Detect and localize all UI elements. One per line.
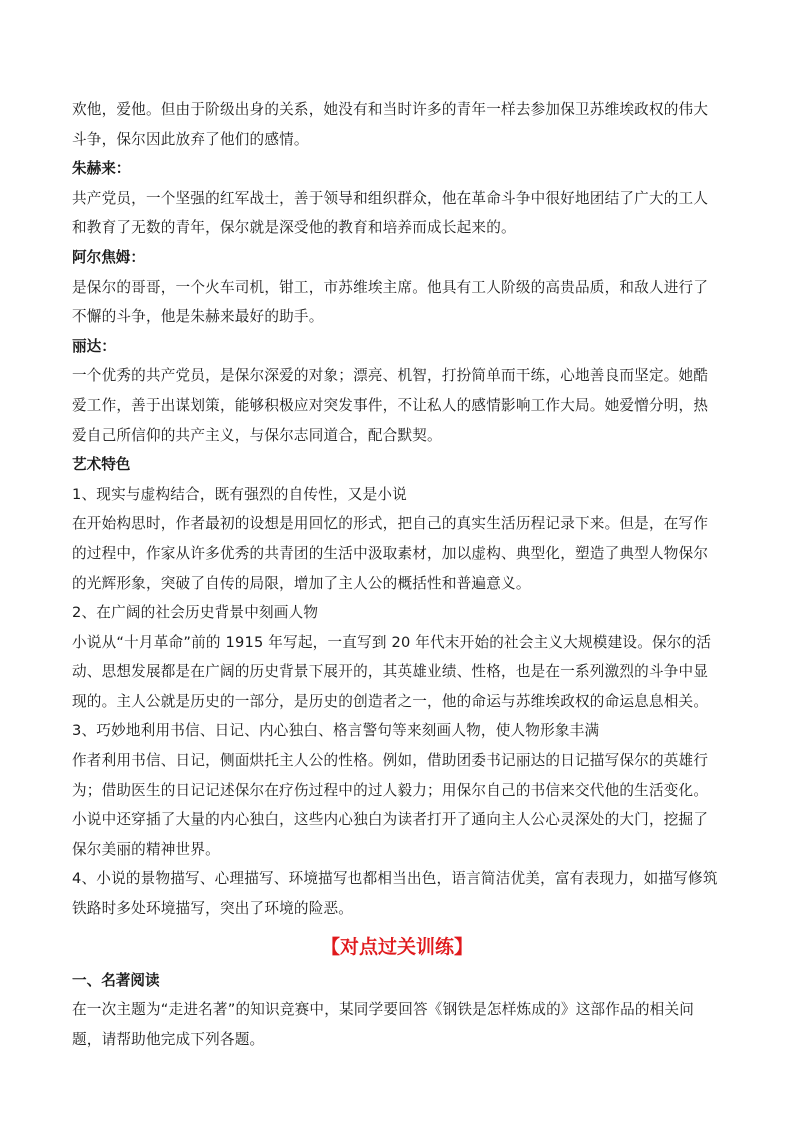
feature-2-title: 2、在广阔的社会历史背景中刻画人物 — [72, 604, 319, 622]
heading-lida: 丽达： — [72, 337, 116, 355]
feature-3-title: 3、巧妙地利用书信、日记、内心独白、格言警句等来刻画人物，使人物形象丰满 — [72, 722, 600, 740]
heading-art-features: 艺术特色 — [72, 456, 131, 474]
paragraph-lida: 一个优秀的共产党员，是保尔深爱的对象；漂亮、机智，打扮简单而干练，心地善良而坚定。她酷爱工作，善于出谋划策，能够积极应对突发事件，不让私人的感情影响工作大局。她爱憎分明，热爱自己所信仰的共产主义，与保尔志同道合，配合默契。 — [72, 367, 709, 444]
feature-4: 4、小说的景物描写、心理描写、环境描写也都相当出色，语言简洁优美，富有表现力，如描写修筑铁路时多处环境描写，突出了环境的险恶。 — [72, 870, 718, 918]
heading-zhuhelai: 朱赫来： — [72, 160, 131, 178]
lida-intro-continued: 欢他，爱他。但由于阶级出身的关系，她没有和当时许多的青年一样去参加保卫苏维埃政权的伟大斗争，保尔因此放弃了他们的感情。 — [72, 101, 709, 148]
feature-2-body: 小说从“十月革命”前的 1915 年写起，一直写到 20 年代末开始的社会主义大规模建设。保尔的活动、思想发展都是在广阔的历史背景下展开的，其英雄业绩、性格，也是在一系列激烈的斗争中显现的。主人公就是历史的一部分，是历史的创造者之一，他的命运与苏维埃政权的命运息息相关。 — [72, 633, 712, 710]
feature-3-body: 作者利用书信、日记，侧面烘托主人公的性格。例如，借助团委书记丽达的日记描写保尔的英雄行为；借助医生的日记记述保尔在疗伤过程中的过人毅力；用保尔自己的书信来交代他的生活变化。小说中还穿插了大量的内心独白，这些内心独白为读者打开了通向主人公心灵深处的大门，挖掘了保尔美丽的精神世界。 — [72, 752, 709, 858]
document-page — [72, 95, 722, 1054]
paragraph-zhuhelai: 共产党员，一个坚强的红军战士，善于领导和组织群众，他在革命斗争中很好地团结了广大的工人和教育了无数的青年，保尔就是深受他的教育和培养而成长起来的。 — [72, 189, 709, 237]
heading-reading: 一、名著阅读 — [72, 971, 160, 989]
feature-1-body: 在开始构思时，作者最初的设想是用回忆的形式，把自己的真实生活历程记录下来。但是，在写作的过程中，作家从许多优秀的共青团的生活中汲取素材，加以虚构、典型化，塑造了典型人物保尔的光辉形象，突破了自传的局限，增加了主人公的概括性和普遍意义。 — [72, 515, 709, 592]
feature-1-title: 1、现实与虚构结合，既有强烈的自传性，又是小说 — [72, 485, 407, 503]
section-title-training: 【对点过关训练】 — [320, 935, 473, 958]
paragraph-aerjiaomu: 是保尔的哥哥，一个火车司机，钳工，市苏维埃主席。他具有工人阶级的高贵品质，和敌人进行了不懈的斗争，他是朱赫来最好的助手。 — [72, 278, 709, 326]
paragraph-question-intro: 在一次主题为“走进名著”的知识竞赛中，某同学要回答《钢铁是怎样炼成的》这部作品的相关问题，请帮助他完成下列各题。 — [72, 1001, 695, 1048]
heading-aerjiaomu: 阿尔焦姆： — [72, 248, 145, 266]
